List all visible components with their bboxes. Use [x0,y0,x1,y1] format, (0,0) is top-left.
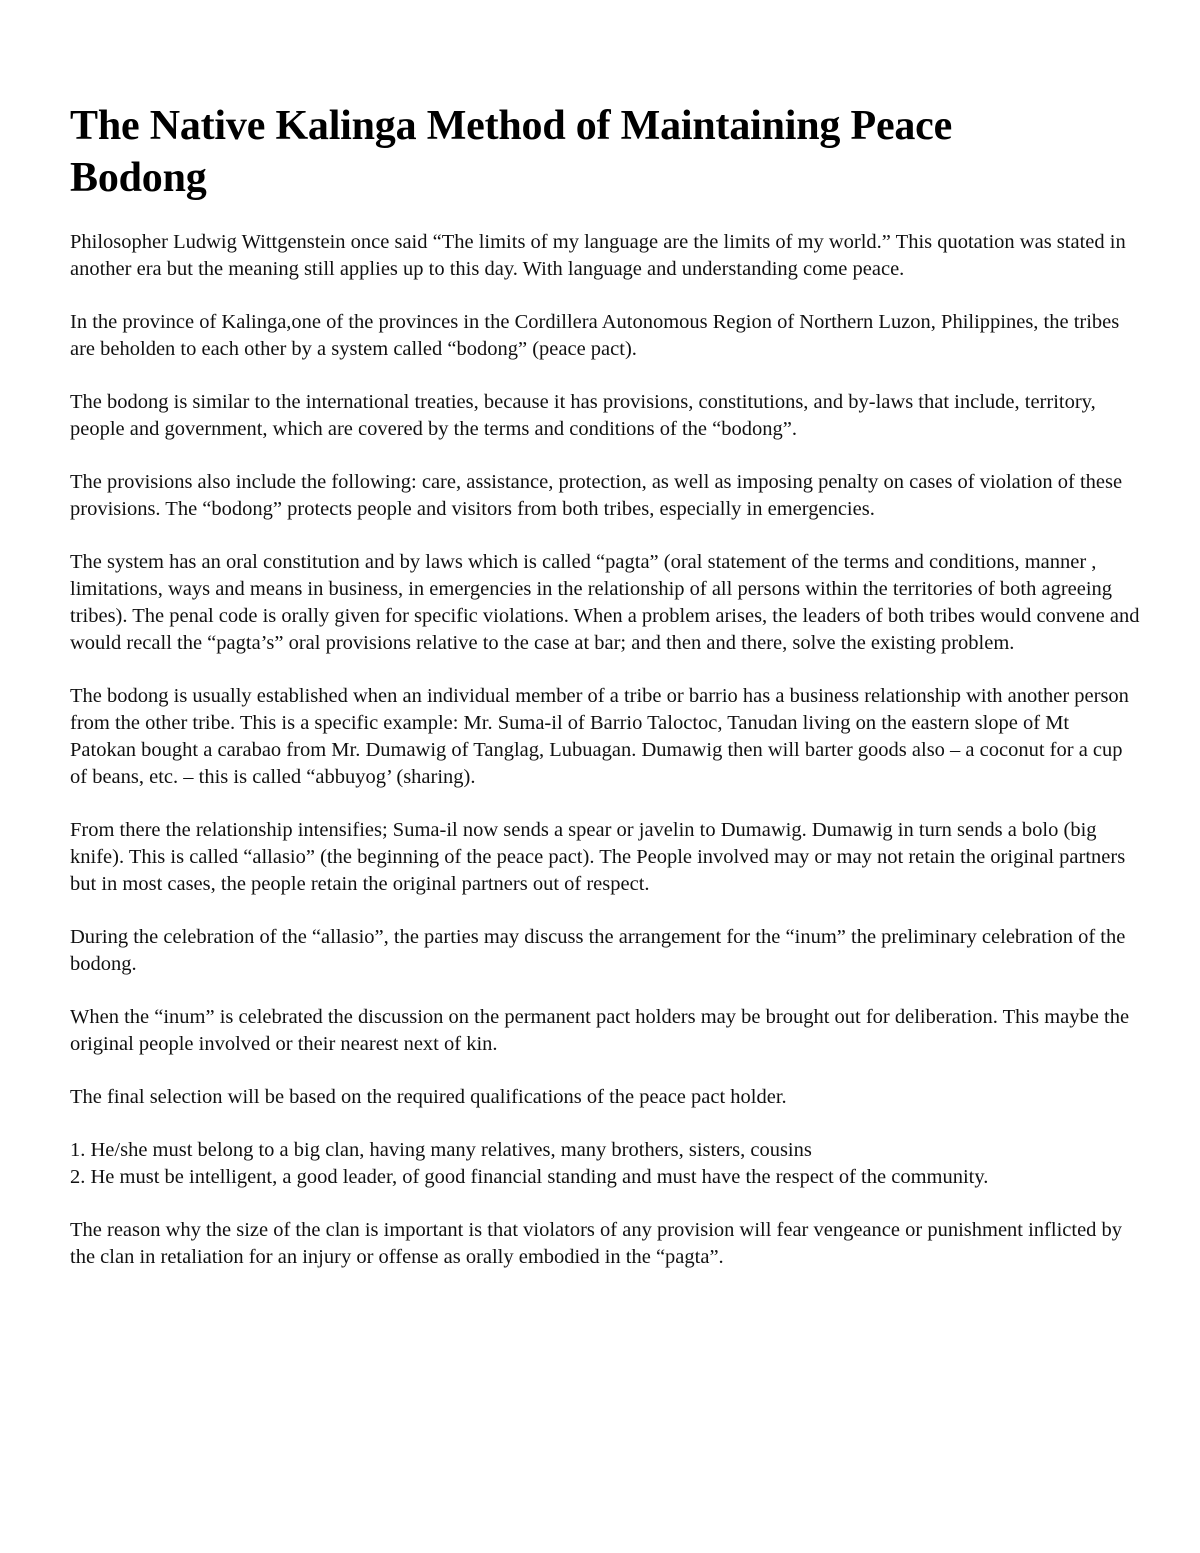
qualifications-list [70,1137,1140,1191]
paragraph-clan-size: The reason why the size of the clan is important is that violators of any provision will fear vengeance or punishment inflicted by the clan in retaliation for an injury or offense as orally embodied in the “pagta”. [70,1219,1123,1268]
paragraph-bodong-treaties: The bodong is similar to the international treaties, because it has provisions, constitutions, and by-laws that include, territory, people and government, which are covered by the terms and conditions of the “bodong”. [70,391,1096,440]
paragraph-wittgenstein-quote: Philosopher Ludwig Wittgenstein once said “The limits of my language are the limits of my world.” This quotation was stated in another era but the meaning still applies up to this day. With language and understanding come peace. [70,231,1126,280]
paragraph-final-selection: The final selection will be based on the required qualifications of the peace pact holder. [70,1086,787,1108]
document-title [70,100,1140,204]
paragraph-establishment-example: The bodong is usually established when an individual member of a tribe or barrio has a business relationship with another person from the other tribe. This is a specific example: Mr. Suma-il of Barrio Taloctoc, Tanudan living on the eastern slope of Mt Patokan bought a carabao from Mr. Dumawig of Tanglag, Lubuagan. Dumawig then will barter goods also – a coconut for a cup of beans, etc. – this is called “abbuyog’ (sharing). [70,685,1129,788]
list-item: 1. He/she must belong to a big clan, having many relatives, many brothers, sisters, cousins [70,1139,812,1161]
paragraph-allasio: From there the relationship intensifies; Suma-il now sends a spear or javelin to Dumawig. Dumawig in turn sends a bolo (big knife). This is called “allasio” (the beginning of the peace pact). The People involved may or may not retain the original partners but in most cases, the people retain the original partners out of respect. [70,819,1126,895]
paragraph-provisions: The provisions also include the following: care, assistance, protection, as well as imposing penalty on cases of violation of these provisions. The “bodong” protects people and visitors from both tribes, especially in emergencies. [70,471,1123,520]
paragraph-inum-arrangement: During the celebration of the “allasio”, the parties may discuss the arrangement for the “inum” the preliminary celebration of the bodong. [70,926,1126,975]
paragraph-kalinga-province: In the province of Kalinga,one of the provinces in the Cordillera Autonomous Region of Northern Luzon, Philippines, the tribes are beholden to each other by a system called “bodong” (peace pact). [70,311,1120,360]
title-line-2: Bodong [70,155,207,201]
paragraph-pagta: The system has an oral constitution and by laws which is called “pagta” (oral statement of the terms and conditions, manner , limitations, ways and means in business, in emergencies in the relationship of all persons within the territories of both agreeing tribes). The penal code is orally given for specific violations. When a problem arises, the leaders of both tribes would convene and would recall the “pagta’s” oral provisions relative to the case at bar; and then and there, solve the existing problem. [70,551,1140,654]
paragraph-pact-holders: When the “inum” is celebrated the discussion on the permanent pact holders may be brought out for deliberation. This maybe the original people involved or their nearest next of kin. [70,1006,1130,1055]
title-line-1: The Native Kalinga Method of Maintaining Peace [70,103,953,149]
list-item: 2. He must be intelligent, a good leader, of good financial standing and must have the respect of the community. [70,1166,989,1188]
document-body [70,100,1140,1297]
